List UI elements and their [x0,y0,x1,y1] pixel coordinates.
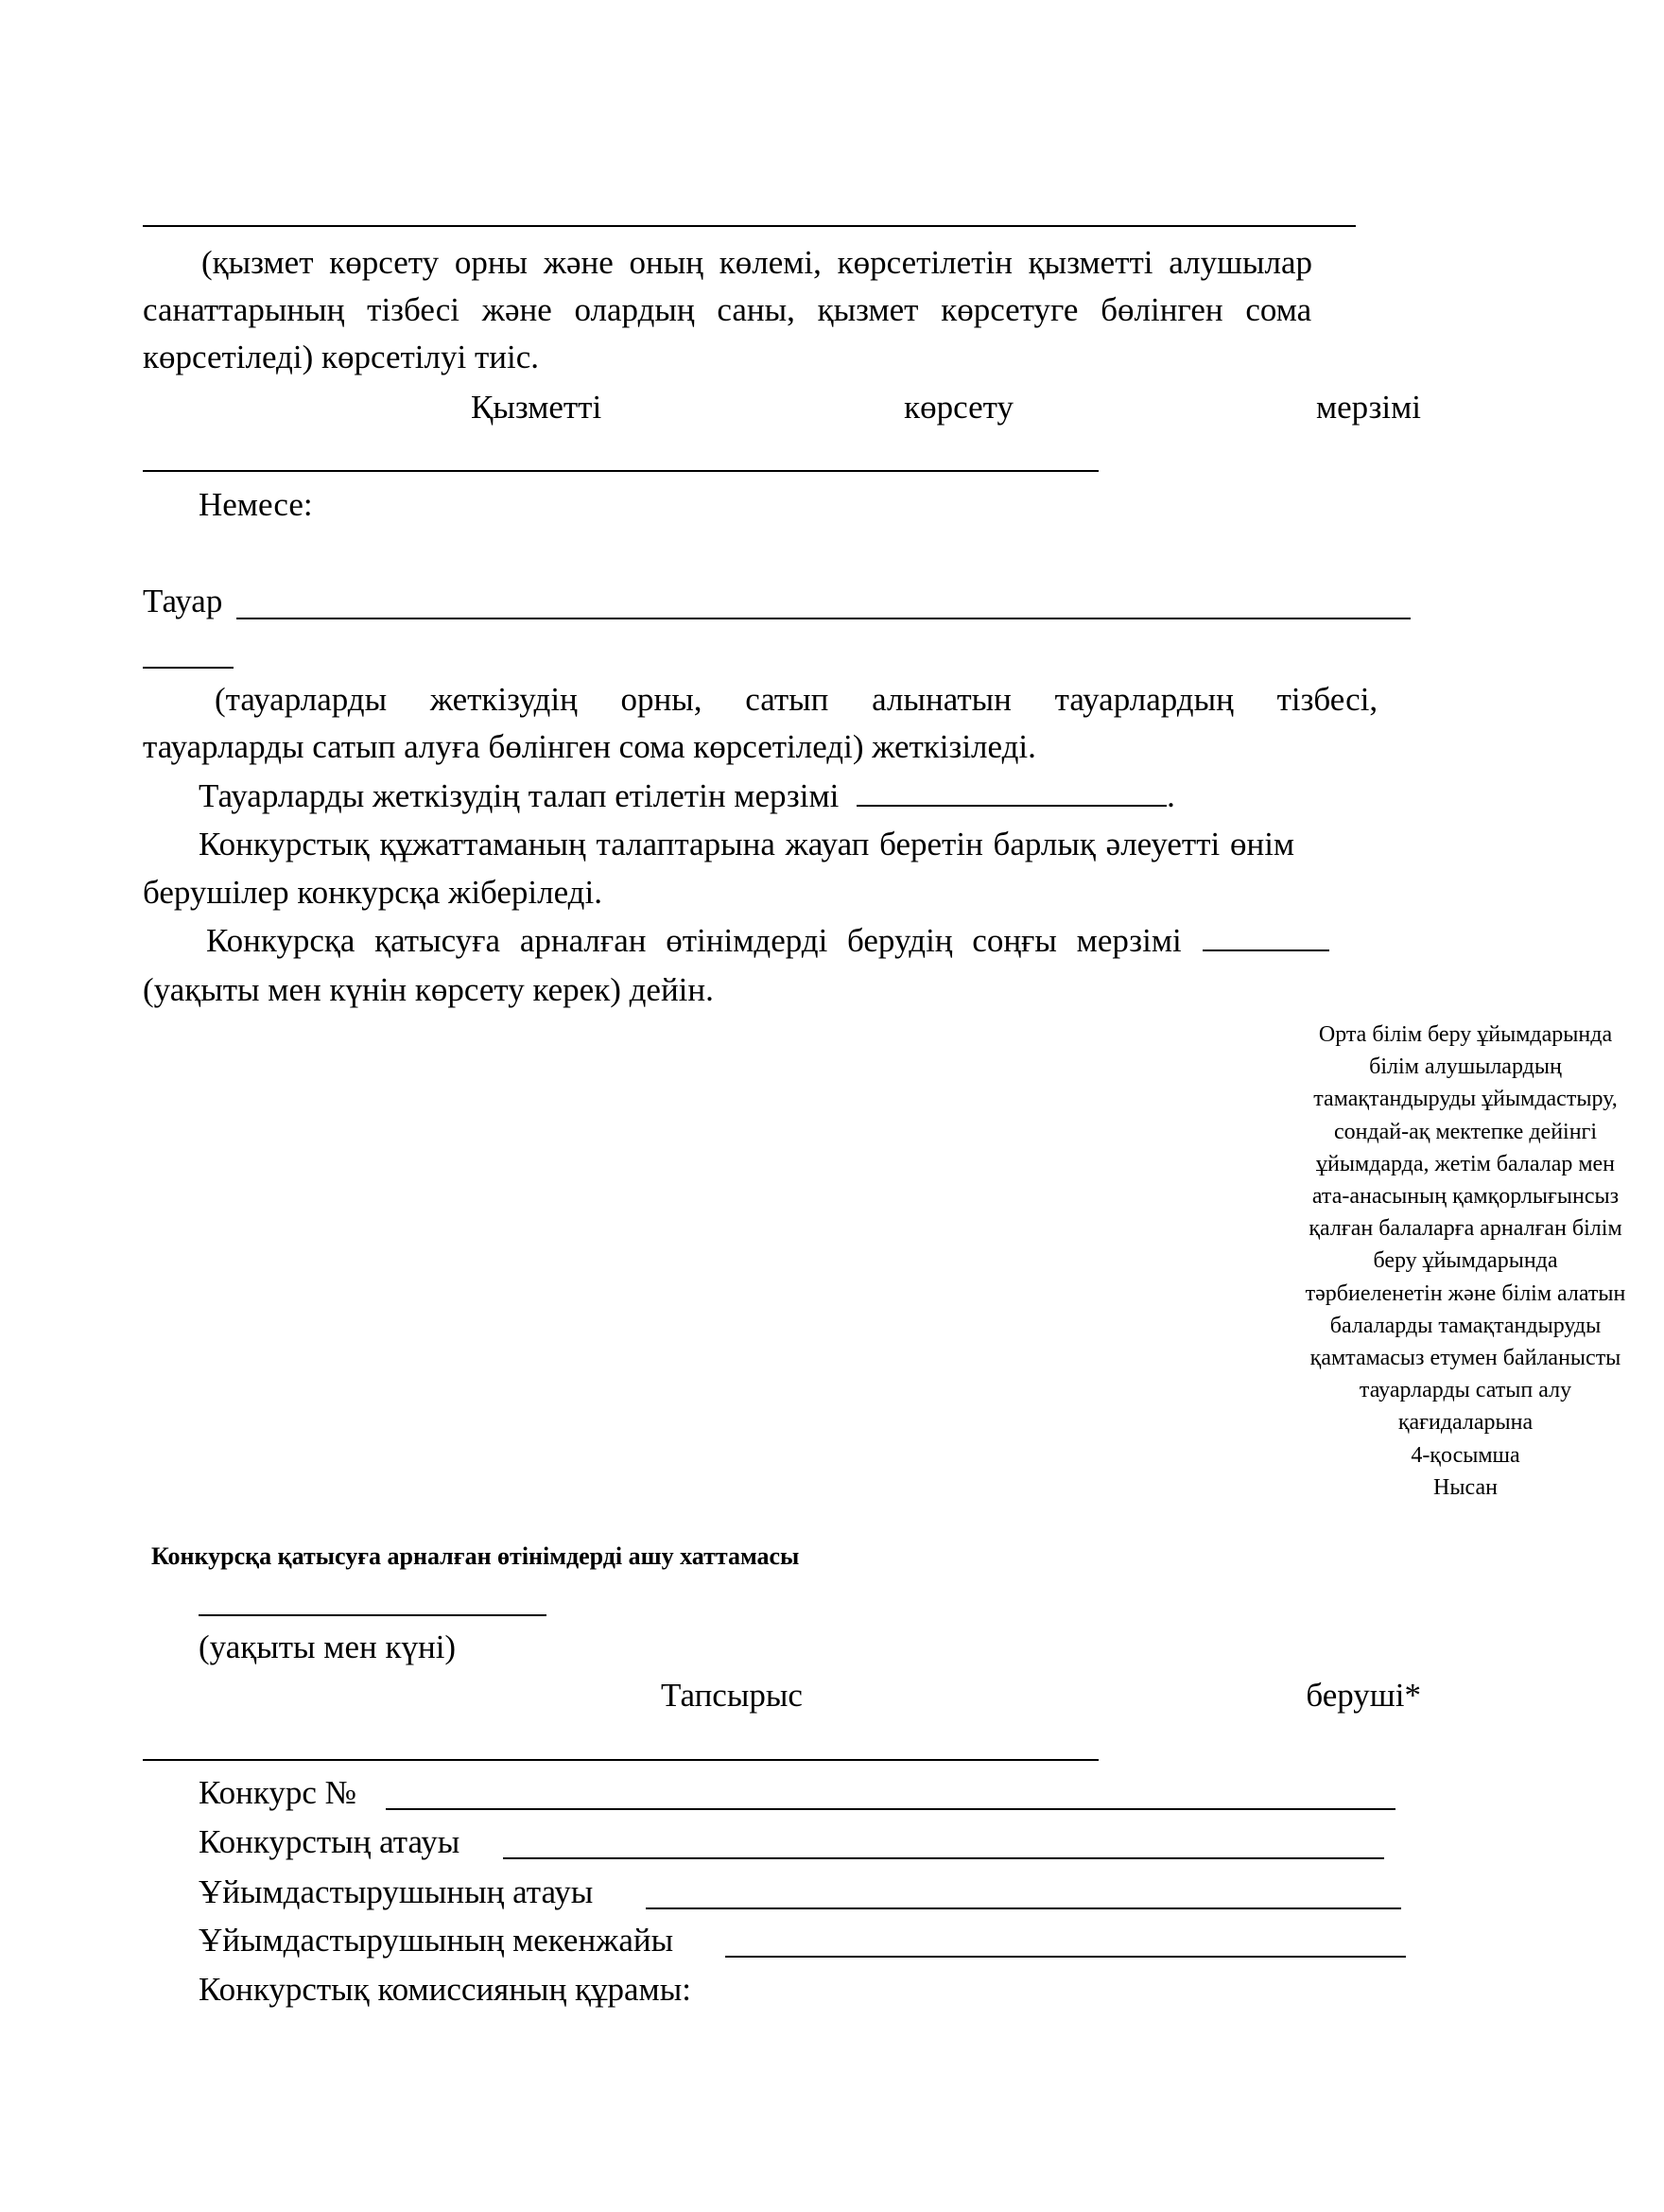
appendix-line: тауарларды сатып алу [1359,1378,1572,1403]
top-blank-line [143,225,1356,227]
appendix-line: Орта білім беру ұйымдарында [1318,1022,1613,1047]
appendix-line: ата-анасының қамқорлығынсыз [1311,1184,1620,1210]
field-contest-name [199,1818,459,1866]
time-date-caption: (уақыты мен күні) [199,1629,457,1665]
field-contest-number-blank[interactable] [386,1808,1395,1810]
goods-desc-1: (тауарларды жеткізудің орны, сатып алынатын тауарлардың тізбесі, [215,681,1378,718]
appendix-line: сондай-ақ мектепке дейінгі [1333,1119,1598,1144]
appendix-line: ұйымдарда, жетім балалар мен [1315,1151,1616,1176]
appendix-line: беру ұйымдарында [1373,1248,1558,1274]
customer-word-2: беруші* [1306,1677,1421,1714]
field-organizer-address [199,1916,673,1964]
goods-desc-1-wrap [143,675,1421,723]
service-description-line-1 [143,238,1421,287]
goods-label: Тауар [143,583,223,619]
field-contest-number [199,1768,356,1817]
term-word-2: көрсету [904,389,1014,426]
appendix-line: тәрбиеленетін және білім алатын [1305,1280,1626,1306]
field-organizer-address-blank[interactable] [725,1956,1406,1958]
service-desc-2: санаттарының тізбесі және олардың саны, қызмет көрсетуге бөлінген сома [143,291,1312,328]
deadline-blank[interactable] [1203,923,1329,951]
service-term-blank [143,470,1099,472]
delivery-term-blank[interactable] [857,778,1167,807]
goods-desc-2: тауарларды сатып алуға бөлінген сома көрсетіледі) жеткізіледі. [143,728,1036,765]
appendix-note [1267,1019,1664,1504]
time-date-blank[interactable] [199,1614,546,1616]
appendix-line: балаларды тамақтандыруды [1329,1313,1602,1338]
service-desc-3: көрсетіледі) көрсетілуі тиіс. [143,339,539,375]
goods-blank-continuation [143,667,234,669]
field-label: Конкурс № [199,1774,357,1811]
appendix-line: білім алушылардың [1369,1054,1562,1080]
appendix-line: тамақтандыруды ұйымдастыру, [1313,1087,1618,1112]
field-label: Ұйымдастырушының мекенжайы [199,1922,674,1959]
service-term-row [471,383,1421,431]
goods-description-line-2 [143,723,1036,771]
term-word-1: Қызметті [471,389,602,426]
goods-description-line-1 [143,675,1421,723]
field-label: Конкурстың атауы [199,1823,460,1860]
customer-word-1: Тапсырыс [661,1677,803,1714]
admission-line-2 [143,868,602,916]
appendix-line: қалған балаларға арналған білім [1309,1216,1622,1242]
admission-line-1 [199,820,1294,868]
deadline-text-1: Конкурсқа қатысуға арналған өтінімдерді берудің соңғы мерзімі [206,922,1182,959]
delivery-term-label: Тауарларды жеткізудің талап етілетін мерзімі [199,777,840,814]
admission-text-1: Конкурстық құжаттаманың талаптарына жауап беретін барлық әлеуетті өнім [199,826,1295,862]
field-organizer-name-blank[interactable] [646,1907,1401,1909]
service-desc-1: (қызмет көрсету орны және оның көлемі, көрсетілетін қызметті алушылар [201,244,1313,281]
protocol-title: Конкурсқа қатысуға арналған өтінімдерді ашу хаттамасы [151,1542,800,1570]
appendix-line: қағидаларына [1397,1410,1534,1436]
customer-row [661,1671,1421,1719]
delivery-term-row [199,772,1175,820]
goods-blank-line [236,618,1411,619]
deadline-line-1 [206,916,1329,965]
appendix-line: 4-қосымша [1411,1442,1520,1468]
deadline-text-2: (уақыты мен күнін көрсету керек) дейін. [143,971,714,1008]
field-contest-name-blank[interactable] [503,1857,1384,1859]
service-description-line-3 [143,333,539,381]
field-organizer-name [199,1868,593,1916]
field-label: Ұйымдастырушының атауы [199,1873,594,1910]
appendix-line: қамтамасыз етумен байланысты [1309,1346,1621,1371]
service-description-line-2 [143,286,1421,334]
or-label: Немесе: [199,486,313,523]
customer-blank[interactable] [143,1759,1099,1761]
admission-text-2: берушілер конкурсқа жіберіледі. [143,874,602,911]
term-word-3: мерзімі [1315,389,1421,426]
appendix-line: Нысан [1433,1474,1498,1500]
commission-label: Конкурстық комиссияның құрамы: [199,1971,691,2008]
delivery-term-end: . [1167,777,1175,814]
deadline-line-2 [143,966,714,1014]
